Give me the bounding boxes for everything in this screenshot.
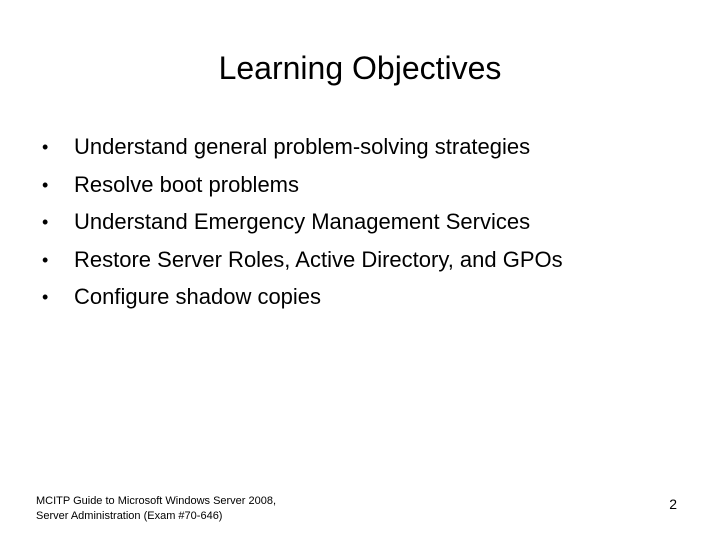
- slide-footer: [36, 494, 276, 524]
- bullet-text: Understand general problem-solving strategies: [74, 134, 531, 159]
- bullet-text: Restore Server Roles, Active Directory, and GPOs: [74, 246, 563, 272]
- bullet-item: [42, 280, 563, 318]
- bullet-list: [42, 130, 563, 318]
- footer-line-2: Server Administration (Exam #70-646): [36, 510, 223, 522]
- bullet-icon: •: [42, 137, 49, 157]
- bullet-text: Configure shadow copies: [74, 284, 322, 309]
- bullet-text: Understand Emergency Management Services: [74, 209, 531, 234]
- bullet-icon: •: [42, 212, 49, 232]
- bullet-item: [42, 130, 563, 168]
- bullet-icon: •: [42, 287, 49, 307]
- bullet-icon: •: [42, 174, 49, 195]
- bullet-item: [42, 168, 563, 206]
- footer-line-1: MCITP Guide to Microsoft Windows Server 2008,: [36, 495, 277, 507]
- bullet-item: [42, 205, 563, 243]
- page-number: 2: [669, 496, 677, 512]
- bullet-text: Resolve boot problems: [74, 171, 300, 197]
- bullet-icon: •: [42, 249, 49, 270]
- bullet-item: [42, 243, 563, 281]
- slide-title: Learning Objectives: [218, 50, 502, 86]
